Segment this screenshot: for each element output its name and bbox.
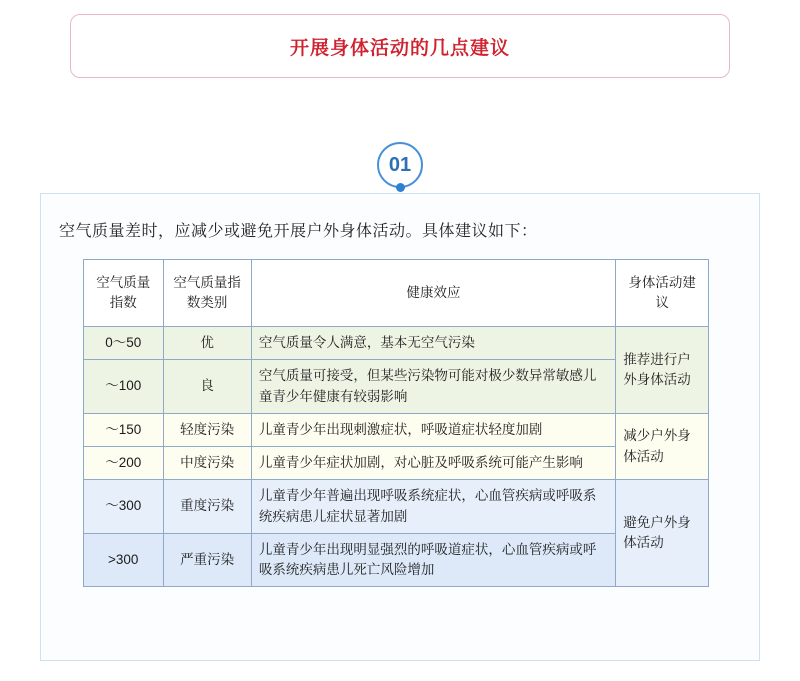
table-row [84, 327, 709, 360]
cell-effect: 儿童青少年出现明显强烈的呼吸道症状，心血管疾病或呼吸系统疾病患儿死亡风险增加 [251, 533, 615, 587]
cell-index: >300 [84, 533, 164, 587]
header-advice: 身体活动建议 [616, 260, 709, 327]
header-category: 空气质量指数类别 [163, 260, 251, 327]
cell-category: 中度污染 [163, 447, 251, 480]
cell-index: ～200 [84, 447, 164, 480]
cell-advice: 减少户外身体活动 [616, 413, 709, 480]
cell-index: ～150 [84, 413, 164, 446]
table-row [84, 413, 709, 446]
aqi-table [83, 259, 709, 587]
cell-advice: 避免户外身体活动 [616, 480, 709, 587]
badge-dot-icon [396, 183, 405, 192]
cell-category: 严重污染 [163, 533, 251, 587]
cell-category: 良 [163, 360, 251, 414]
table-header-row [84, 260, 709, 327]
cell-category: 优 [163, 327, 251, 360]
cell-category: 轻度污染 [163, 413, 251, 446]
title-banner [70, 14, 730, 78]
cell-advice: 推荐进行户外身体活动 [616, 327, 709, 414]
cell-index: ～100 [84, 360, 164, 414]
cell-effect: 儿童青少年出现刺激症状，呼吸道症状轻度加剧 [251, 413, 615, 446]
page-title: 开展身体活动的几点建议 [289, 37, 510, 59]
header-effect: 健康效应 [251, 260, 615, 327]
cell-index: ～300 [84, 480, 164, 534]
cell-effect: 儿童青少年普遍出现呼吸系统症状，心血管疾病或呼吸系统疾病患儿症状显著加剧 [251, 480, 615, 534]
section-number: 01 [377, 142, 423, 188]
header-index: 空气质量指数 [84, 260, 164, 327]
cell-effect: 空气质量可接受，但某些污染物可能对极少数异常敏感儿童青少年健康有较弱影响 [251, 360, 615, 414]
table-row [84, 360, 709, 414]
table-row [84, 533, 709, 587]
content-card [40, 193, 760, 661]
section-badge [0, 142, 800, 192]
cell-index: 0～50 [84, 327, 164, 360]
cell-category: 重度污染 [163, 480, 251, 534]
intro-text: 空气质量差时，应减少或避免开展户外身体活动。具体建议如下： [59, 223, 538, 240]
table-row [84, 480, 709, 534]
table-row [84, 447, 709, 480]
cell-effect: 儿童青少年症状加剧，对心脏及呼吸系统可能产生影响 [251, 447, 615, 480]
cell-effect: 空气质量令人满意，基本无空气污染 [251, 327, 615, 360]
